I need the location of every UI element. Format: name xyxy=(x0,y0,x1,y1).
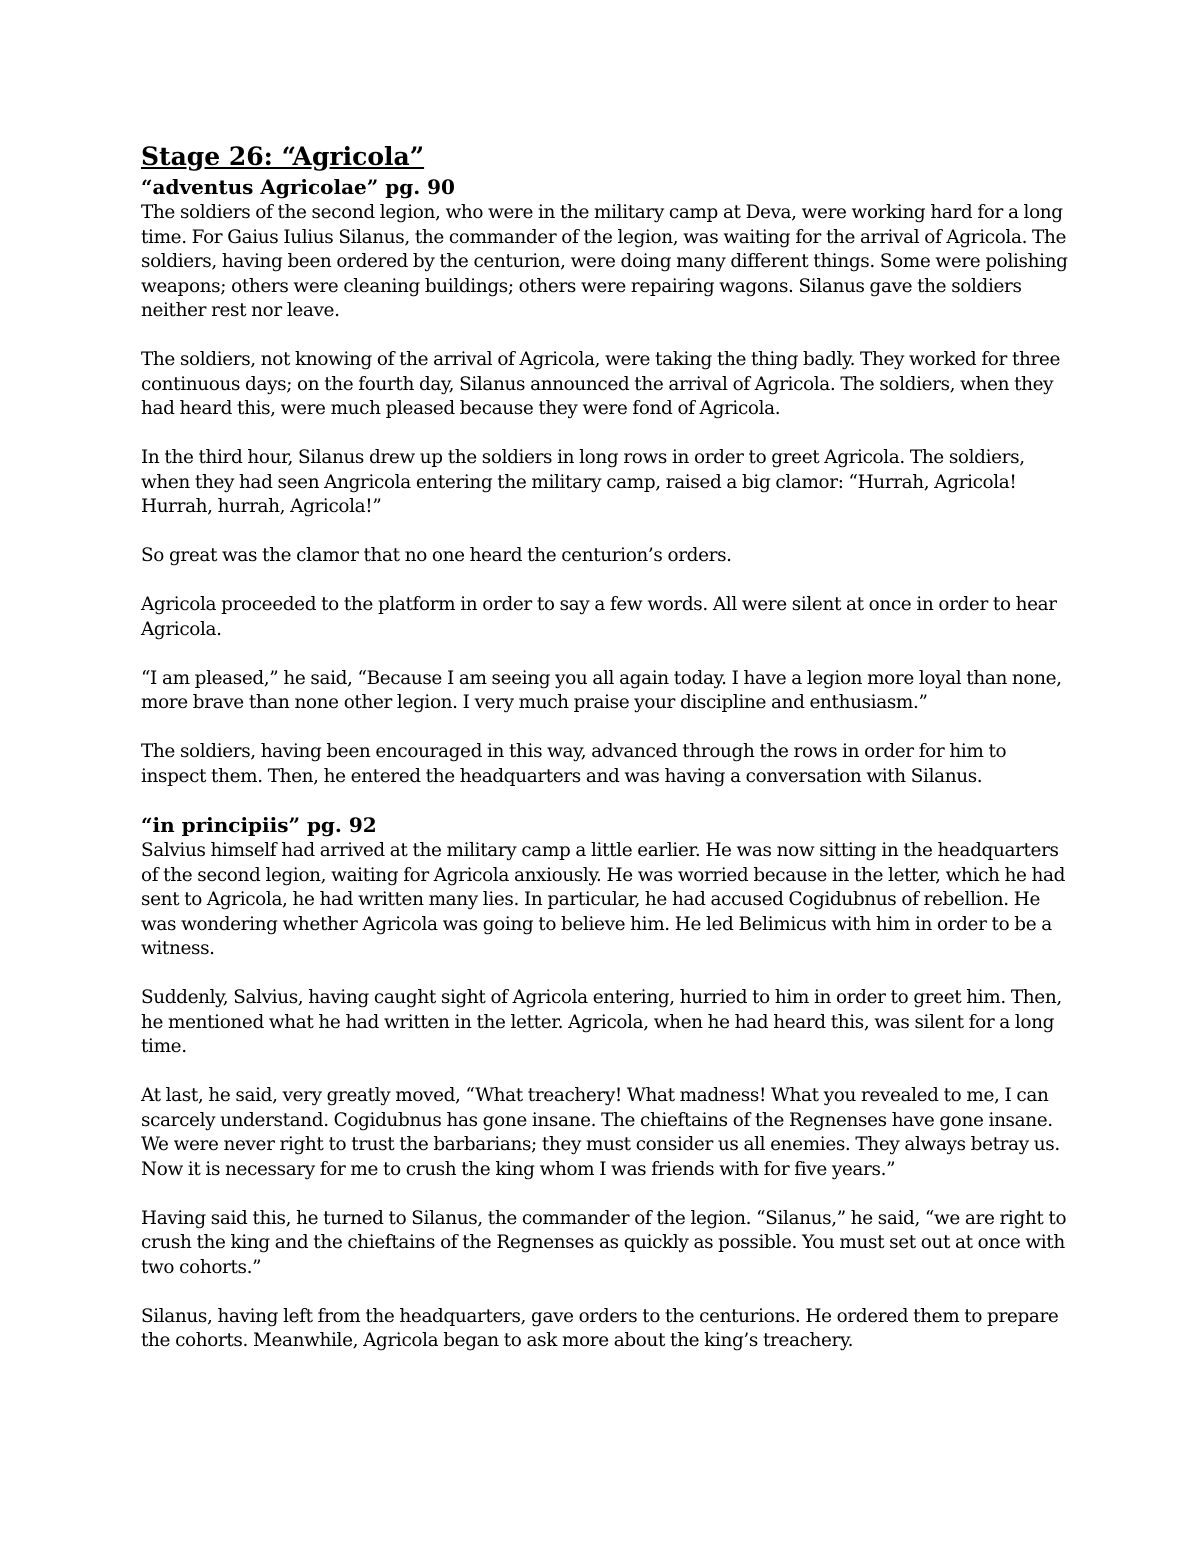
paragraph: Having said this, he turned to Silanus, the commander of the legion. “Silanus,” he said, “we are right to crush the king and the chieftains of the Regnenses as quickly as possible. You must set out at once with two cohorts.” xyxy=(141,1207,1067,1278)
document-page xyxy=(141,140,1071,1354)
section-body-in-principiis xyxy=(141,839,1071,1354)
paragraph: So great was the clamor that no one heard the centurion’s orders. xyxy=(141,545,732,566)
paragraph: Suddenly, Salvius, having caught sight of Agricola entering, hurried to him in order to greet him. Then, he mentioned what he had written in the letter. Agricola, when he had heard this, was silent for a long time. xyxy=(141,987,1062,1057)
paragraph: “I am pleased,” he said, “Because I am seeing you all again today. I have a legion more loyal than none, more brave than none other legion. I very much praise your discipline and enthusiasm.” xyxy=(141,667,1062,713)
paragraph: Salvius himself had arrived at the military camp a little earlier. He was now sitting in the headquarters of the second legion, waiting for Agricola anxiously. He was worried because in the letter, which he had sent to Agricola, he had written many lies. In particular, he had accused Cogidubnus of rebellion. He was wondering whether Agricola was going to believe him. He led Belimicus with him in order to be a witness. xyxy=(141,840,1066,959)
paragraph: In the third hour, Silanus drew up the soldiers in long rows in order to greet Agricola. The soldiers, when they had seen Angricola entering the military camp, raised a big clamor: “Hurrah, Agricola! Hurrah, hurrah, Agricola!” xyxy=(141,447,1025,517)
paragraph: The soldiers of the second legion, who were in the military camp at Deva, were working hard for a long time. For Gaius Iulius Silanus, the commander of the legion, was waiting for the arrival of Agricola. The soldiers, having been ordered by the centurion, were doing many different things. Some were polishing weapons; others were cleaning buildings; others were repairing wagons. Silanus gave the soldiers neither rest nor leave. xyxy=(141,202,1068,321)
paragraph: The soldiers, having been encouraged in this way, advanced through the rows in order for him to inspect them. Then, he entered the headquarters and was having a conversation with Silanus. xyxy=(141,741,1007,787)
section-body-adventus xyxy=(141,201,1071,789)
paragraph: The soldiers, not knowing of the arrival of Agricola, were taking the thing badly. They worked for three continuous days; on the fourth day, Silanus announced the arrival of Agricola. The soldiers, when they had heard this, were much pleased because they were fond of Agricola. xyxy=(141,349,1061,419)
paragraph: Agricola proceeded to the platform in order to say a few words. All were silent at once in order to hear Agricola. xyxy=(141,594,1057,640)
stage-title: Stage 26: “Agricola” xyxy=(141,142,425,171)
paragraph: At last, he said, very greatly moved, “What treachery! What madness! What you revealed to me, I can scarcely understand. Cogidubnus has gone insane. The chieftains of the Regnenses have gone insane. We were never right to trust the barbarians; they must consider us all enemies. They always betray us. Now it is necessary for me to crush the king whom I was friends with for five years.” xyxy=(141,1085,1060,1180)
section-heading-in-principiis: “in principiis” pg. 92 xyxy=(141,813,377,837)
paragraph: Silanus, having left from the headquarters, gave orders to the centurions. He ordered them to prepare the cohorts. Meanwhile, Agricola began to ask more about the king’s treachery. xyxy=(141,1305,1059,1351)
section-heading-adventus: “adventus Agricolae” pg. 90 xyxy=(141,175,455,199)
